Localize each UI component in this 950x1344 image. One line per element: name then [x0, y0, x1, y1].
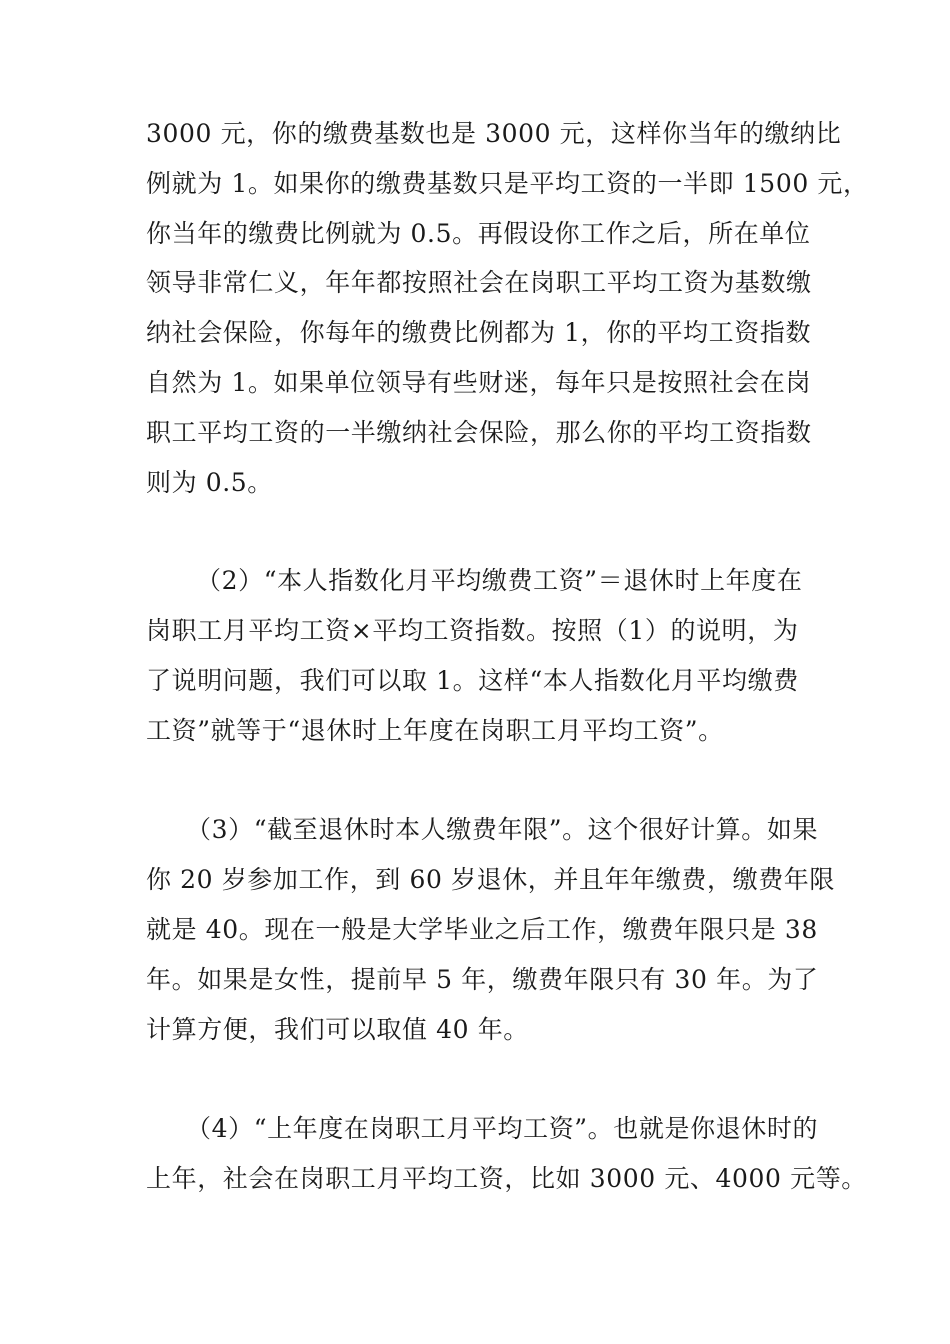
paragraph-3-line-5: 计算方便，我们可以取值 40 年。	[146, 1015, 529, 1044]
paragraph-1-line-4: 领导非常仁义，年年都按照社会在岗职工平均工资为基数缴	[146, 268, 812, 297]
paragraph-2-line-1: （2）“本人指数化月平均缴费工资”＝退休时上年度在	[196, 566, 803, 595]
paragraph-1-line-5: 纳社会保险，你每年的缴费比例都为 1，你的平均工资指数	[146, 318, 812, 347]
paragraph-1-line-7: 职工平均工资的一半缴纳社会保险，那么你的平均工资指数	[146, 418, 812, 447]
paragraph-1-line-2: 例就为 1。如果你的缴费基数只是平均工资的一半即 1500 元，	[146, 169, 869, 198]
paragraph-1-line-8: 则为 0.5。	[146, 468, 273, 497]
paragraph-4-line-2: 上年，社会在岗职工月平均工资，比如 3000 元、4000 元等。	[146, 1164, 867, 1193]
paragraph-4-line-1: （4）“上年度在岗职工月平均工资”。也就是你退休时的	[186, 1114, 819, 1143]
paragraph-1-line-3: 你当年的缴费比例就为 0.5。再假设你工作之后，所在单位	[146, 219, 811, 248]
paragraph-3-line-3: 就是 40。现在一般是大学毕业之后工作，缴费年限只是 38	[146, 915, 818, 944]
paragraph-3-line-1: （3）“截至退休时本人缴费年限”。这个很好计算。如果	[186, 815, 819, 844]
paragraph-2-line-2: 岗职工月平均工资×平均工资指数。按照（1）的说明，为	[146, 616, 799, 645]
paragraph-2-line-3: 了说明问题，我们可以取 1。这样“本人指数化月平均缴费	[146, 666, 799, 695]
paragraph-3-line-4: 年。如果是女性，提前早 5 年，缴费年限只有 30 年。为了	[146, 965, 819, 994]
paragraph-2-line-4: 工资”就等于“退休时上年度在岗职工月平均工资”。	[146, 716, 724, 745]
paragraph-1-line-6: 自然为 1。如果单位领导有些财迷，每年只是按照社会在岗	[146, 368, 812, 397]
paragraph-3-line-2: 你 20 岁参加工作，到 60 岁退休，并且年年缴费，缴费年限	[146, 865, 836, 894]
paragraph-1-line-1: 3000 元，你的缴费基数也是 3000 元，这样你当年的缴纳比	[146, 119, 842, 148]
